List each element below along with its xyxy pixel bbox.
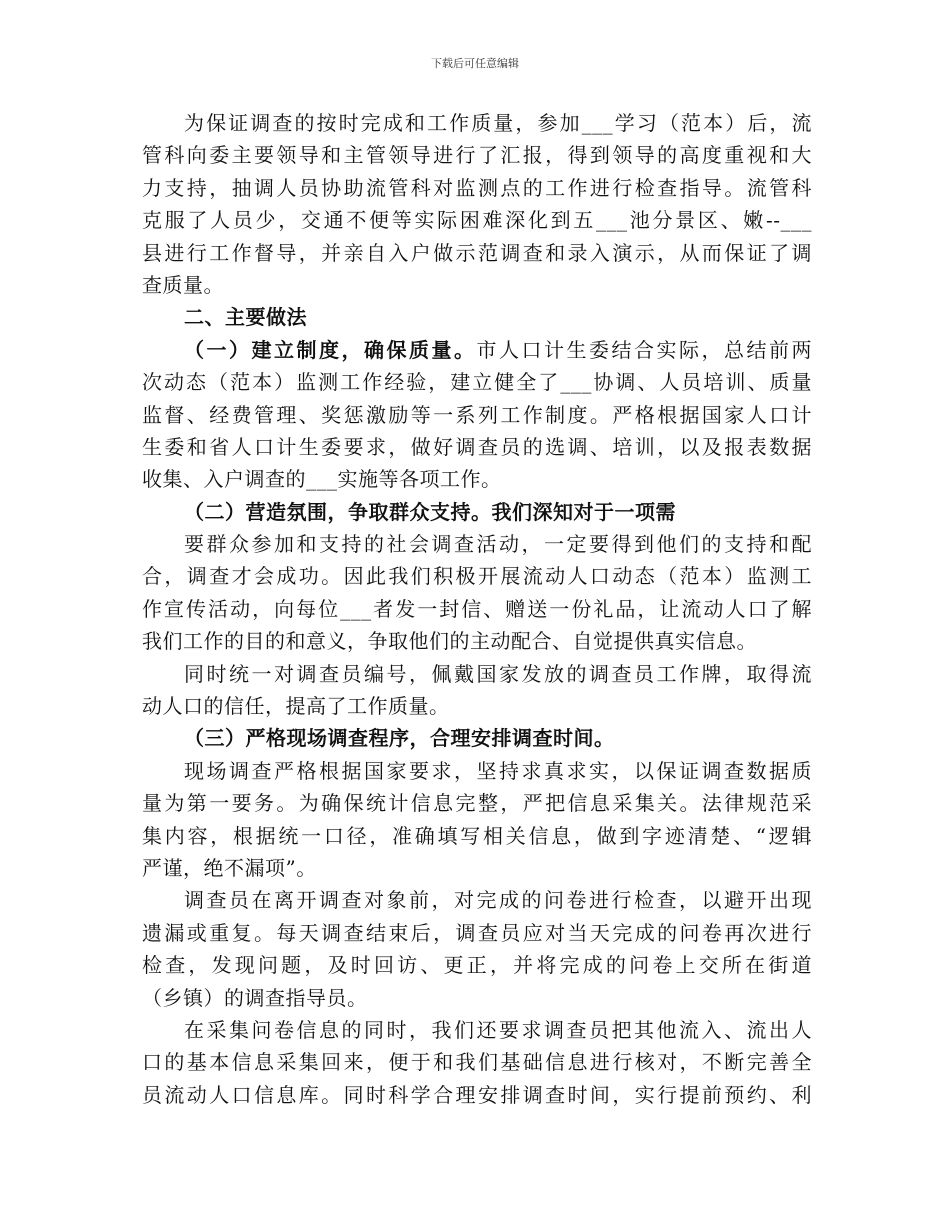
paragraph-line: 员流动人口信息库。同时科学合理安排调查时间，实行提前预约、利 (142, 1082, 812, 1107)
paragraph-line: 监督、经费管理、奖惩激励等一系列工作制度。严格根据国家人口计 (142, 402, 812, 427)
paragraph-line: 力支持，抽调人员协助流管科对监测点的工作进行检查指导。流管科 (142, 175, 812, 200)
paragraph-line: 合，调查才会成功。因此我们积极开展流动人口动态（范本）监测工 (142, 564, 812, 589)
paragraph-line: 克服了人员少，交通不便等实际困难深化到五___池分景区、嫩--___ (142, 208, 812, 233)
paragraph-line: 严谨，绝不漏项”。 (142, 855, 317, 880)
paragraph-line: 在采集问卷信息的同时，我们还要求调查员把其他流入、流出人 (184, 1017, 812, 1042)
paragraph-line: 遗漏或重复。每天调查结束后，调查员应对当天完成的问卷再次进行 (142, 920, 812, 945)
paragraph-line: 集内容，根据统一口径，准确填写相关信息，做到字迹清楚、“逻辑 (142, 823, 812, 848)
section-heading: （二）营造氛围，争取群众支持。我们深知对于一项需 (184, 499, 676, 524)
paragraph-line: 作宣传活动，向每位___者发一封信、赠送一份礼品，让流动人口了解 (142, 596, 812, 621)
paragraph-line: 动人口的信任，提高了工作质量。 (142, 694, 450, 719)
paragraph-line: 检查，发现问题，及时回访、更正，并将完成的问卷上交所在街道 (142, 953, 812, 978)
document-body (142, 107, 812, 1111)
paragraph-line: 为保证调查的按时完成和工作质量，参加___学习（范本）后，流 (184, 111, 812, 135)
inline-text: 市人口计生委结合实际，总结前两 (476, 337, 812, 362)
paragraph-line: 查质量。 (142, 272, 224, 297)
inline-subheading: （一）建立制度，确保质量。 (184, 337, 477, 362)
paragraph-line: 同时统一对调查员编号，佩戴国家发放的调查员工作牌，取得流 (184, 661, 812, 686)
paragraph-line: 现场调查严格根据国家要求，坚持求真求实，以保证调查数据质 (184, 758, 812, 783)
paragraph-line: 我们工作的目的和意义，争取他们的主动配合、自觉提供真实信息。 (142, 629, 757, 654)
paragraph-line (142, 334, 812, 366)
paragraph-line: 生委和省人口计生委要求，做好调查员的选调、培训，以及报表数据 (142, 434, 812, 459)
paragraph-line: 次动态（范本）监测工作经验，建立健全了___协调、人员培训、质量 (142, 370, 812, 395)
paragraph-line: 调查员在离开调查对象前，对完成的问卷进行检查，以避开出现 (184, 888, 812, 913)
paragraph-line: 口的基本信息采集回来，便于和我们基础信息进行核对，不断完善全 (142, 1050, 812, 1075)
paragraph-line: 量为第一要务。为确保统计信息完整，严把信息采集关。法律规范采 (142, 791, 812, 816)
paragraph-line: 管科向委主要领导和主管领导进行了汇报，得到领导的高度重视和大 (142, 143, 812, 168)
page-header: 下载后可任意编辑 (431, 57, 519, 70)
section-heading: 二、主要做法 (184, 305, 307, 330)
paragraph-line: （乡镇）的调查指导员。 (142, 985, 368, 1010)
paragraph-line: 收集、入户调查的___实施等各项工作。 (142, 467, 502, 492)
section-heading: （三）严格现场调查程序，合理安排调查时间。 (184, 726, 615, 751)
paragraph-line: 县进行工作督导，并亲自入户做示范调查和录入演示，从而保证了调 (142, 240, 812, 265)
paragraph-line: 要群众参加和支持的社会调查活动，一定要得到他们的支持和配 (184, 532, 812, 557)
